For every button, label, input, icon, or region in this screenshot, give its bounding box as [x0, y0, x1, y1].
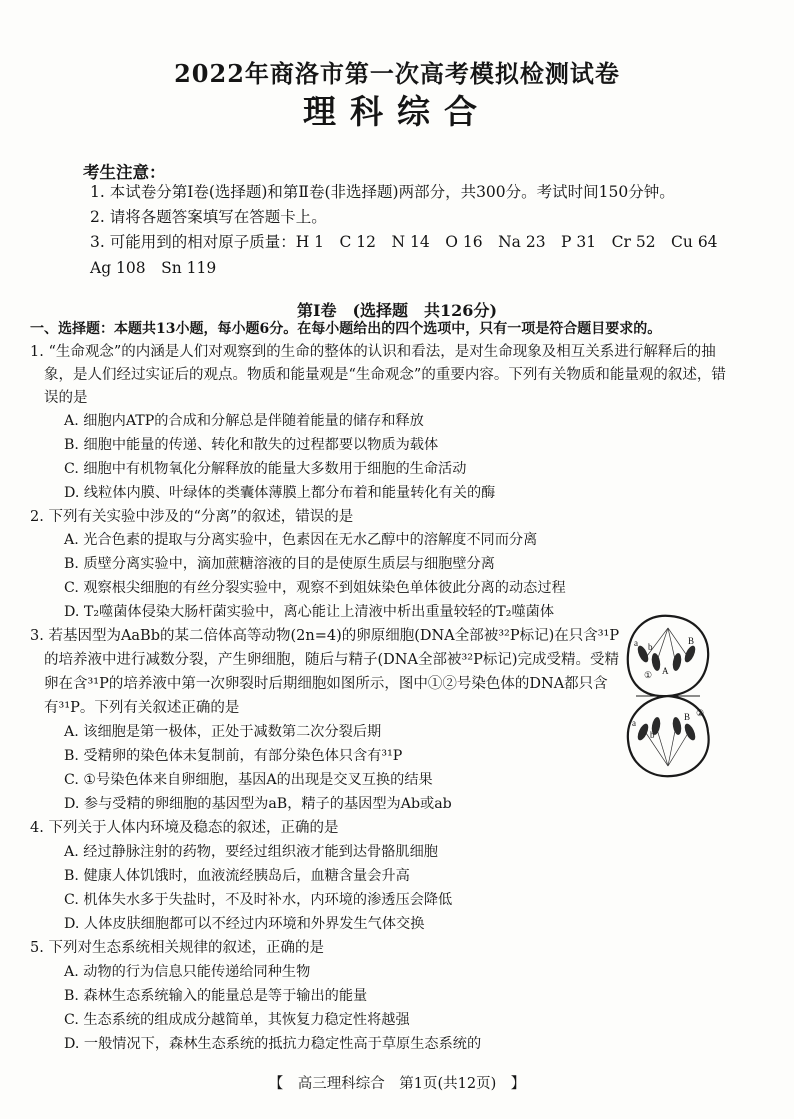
question-5-option-b: B. 森林生态系统输入的能量总是等于输出的能量 [64, 988, 368, 1004]
section-title: 第Ⅰ卷 (选择题 共126分) [296, 301, 498, 320]
question-3-stem: 3. 若基因型为AaBb的某二倍体高等动物(2n=4)的卵原细胞(DNA全部被³²P标记)在只含³¹P [30, 628, 620, 644]
question-4-option-b: B. 健康人体饥饿时，血液流经胰岛后，血糖含量会升高 [64, 868, 410, 884]
notice-item: Ag 108 Sn 119 [90, 259, 217, 277]
exam-title: 2022年商洛市第一次高考模拟检测试卷 [174, 59, 620, 88]
question-5-option-d: D. 一般情况下，森林生态系统的抵抗力稳定性高于草原生态系统的 [64, 1036, 482, 1052]
question-5-option-c: C. 生态系统的组成成分越简单，其恢复力稳定性将越强 [64, 1012, 410, 1028]
question-3-option-a: A. 该细胞是第一极体，正处于减数第二次分裂后期 [64, 724, 382, 740]
label-1: ① [644, 670, 653, 680]
question-2-stem: 2. 下列有关实验中涉及的“分离”的叙述，错误的是 [30, 509, 354, 525]
question-3-stem: 有³¹P。下列有关叙述正确的是 [44, 700, 240, 716]
question-3-option-c: C. ①号染色体来自卵细胞，基因A的出现是交叉互换的结果 [64, 772, 433, 788]
gene-label: b [650, 730, 655, 740]
question-2-option-b: B. 质壁分离实验中，滴加蔗糖溶液的目的是使原生质层与细胞壁分离 [64, 556, 495, 572]
question-3-option-b: B. 受精卵的染色体未复制前，有部分染色体只含有³¹P [64, 748, 403, 764]
gene-label: A [662, 666, 669, 676]
question-4-stem: 4. 下列关于人体内环境及稳态的叙述，正确的是 [30, 820, 339, 836]
gene-label: b [648, 642, 653, 652]
question-3-stem: 卵在含³¹P的培养液中第一次卵裂时后期细胞如图所示，图中①②号染色体的DNA都只含 [44, 676, 608, 692]
exam-subject: 理科综合 [303, 92, 491, 131]
question-1-option-b: B. 细胞中能量的传递、转化和散失的过程都要以物质为载体 [64, 437, 439, 453]
label-2: ② [696, 708, 705, 718]
question-1-option-c: C. 细胞中有机物氧化分解释放的能量大多数用于细胞的生命活动 [64, 461, 467, 477]
question-1-option-d: D. 线粒体内膜、叶绿体的类囊体薄膜上都分布着和能量转化有关的酶 [64, 485, 496, 501]
question-4-option-d: D. 人体皮肤细胞都可以不经过内环境和外界发生气体交换 [64, 916, 425, 932]
question-2-option-d: D. T₂噬菌体侵染大肠杆菌实验中，离心能让上清液中析出重量较轻的T₂噬菌体 [64, 604, 555, 620]
question-3-stem: 的培养液中进行减数分裂，产生卵细胞，随后与精子(DNA全部被³²P标记)完成受精。受精 [44, 652, 619, 668]
question-4-option-a: A. 经过静脉注射的药物，要经过组织液才能到达骨骼肌细胞 [64, 844, 438, 860]
question-1-option-a: A. 细胞内ATP的合成和分解总是伴随着能量的储存和释放 [64, 413, 424, 429]
cell-division-figure [618, 608, 718, 783]
question-3-option-d: D. 参与受精的卵细胞的基因型为aB，精子的基因型为Ab或ab [64, 796, 452, 812]
notice-item: 3. 可能用到的相对原子质量：H 1 C 12 N 14 O 16 Na 23 P 31 Cr 52 Cu 64 [90, 233, 718, 251]
notice-heading: 考生注意： [83, 163, 166, 182]
question-1-stem: 1. “生命观念”的内涵是人们对观察到的生命的整体的认识和看法，是对生命现象及相互关系进行解释后的抽 [30, 344, 716, 360]
gene-label: B [688, 636, 695, 646]
question-5-option-a: A. 动物的行为信息只能传递给同种生物 [64, 964, 311, 980]
question-1-stem: 象，是人们经过实证后的观点。物质和能量观是“生命观念”的重要内容。下列有关物质和能量观的叙述，错 [44, 367, 726, 383]
section-instruction: 一、选择题：本题共13小题，每小题6分。在每小题给出的四个选项中，只有一项是符合题目要求的。 [30, 321, 662, 337]
question-2-option-c: C. 观察根尖细胞的有丝分裂实验中，观察不到姐妹染色单体彼此分离的动态过程 [64, 580, 566, 596]
page-footer: 【 高三理科综合 第1页(共12页) 】 [268, 1076, 526, 1092]
notice-item: 1. 本试卷分第Ⅰ卷(选择题)和第Ⅱ卷(非选择题)两部分，共300分。考试时间150分钟。 [90, 183, 675, 201]
gene-label: a [632, 718, 636, 728]
gene-label: B [684, 712, 691, 722]
question-4-option-c: C. 机体失水多于失盐时，不及时补水，内环境的渗透压会降低 [64, 892, 453, 908]
gene-label: a [634, 638, 638, 648]
question-1-stem: 误的是 [44, 390, 88, 406]
notice-item: 2. 请将各题答案填写在答题卡上。 [90, 208, 327, 226]
question-5-stem: 5. 下列对生态系统相关规律的叙述，正确的是 [30, 940, 324, 956]
question-2-option-a: A. 光合色素的提取与分离实验中，色素因在无水乙醇中的溶解度不同而分离 [64, 532, 538, 548]
